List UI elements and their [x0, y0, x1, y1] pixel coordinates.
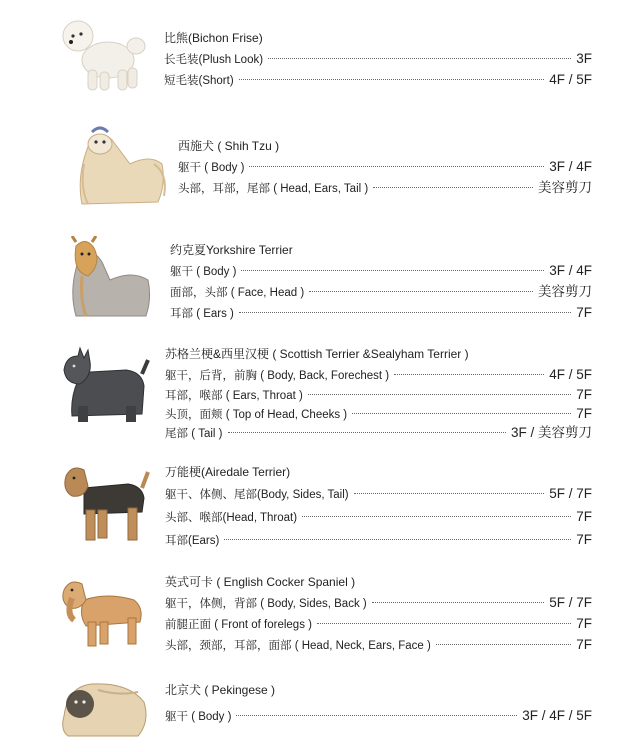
row-ears-throat: [165, 386, 592, 405]
row-label: 躯干 ( Body ): [165, 711, 232, 723]
row-label: 头部，耳部，尾部 ( Head, Ears, Tail ): [178, 183, 369, 195]
row-head-ears-tail: [178, 178, 592, 199]
row-label: 前腿正面 ( Front of forelegs ): [165, 619, 312, 631]
row-head-neck-ears-face: [165, 635, 592, 656]
dotted-leader: [308, 394, 571, 395]
airedale-terrier-dog-illustration: [58, 462, 154, 544]
row-value: 4F / 5F: [549, 367, 592, 382]
row-ears: [165, 529, 592, 552]
yorkshire-terrier-dog-illustration: [62, 236, 154, 320]
row-label: 面部，头部 ( Face, Head ): [170, 287, 305, 299]
dotted-leader: [317, 623, 571, 624]
breed-title: 北京犬 ( Pekingese ): [165, 683, 276, 697]
row-value: 7F: [576, 387, 592, 402]
breed-info: [165, 574, 592, 656]
row-label: 躯干，后背，前胸 ( Body, Back, Forechest ): [165, 370, 390, 382]
row-value: 7F: [576, 406, 592, 421]
dotted-leader: [224, 539, 571, 540]
row-top-head-cheeks: [165, 405, 592, 424]
english-cocker-spaniel-dog-illustration: [58, 574, 154, 650]
row-value: 7F: [576, 616, 592, 631]
row-plush: [164, 49, 592, 70]
row-label: 躯干、体侧、尾部(Body, Sides, Tail): [165, 489, 349, 501]
row-value: 3F / 美容剪刀: [510, 425, 592, 440]
breed-title: 西施犬 ( Shih Tzu ): [178, 139, 280, 153]
bichon-frise-dog-illustration: [60, 14, 150, 94]
dotted-leader: [249, 166, 544, 167]
breed-info: [165, 464, 592, 552]
breed-title: 约克夏Yorkshire Terrier: [170, 243, 293, 257]
row-label: 躯干 ( Body ): [178, 162, 245, 174]
row-value: 3F / 4F: [549, 159, 592, 174]
row-label: 长毛装(Plush Look): [164, 54, 264, 66]
breed-title: 万能梗(Airedale Terrier): [165, 465, 291, 479]
row-value: 7F: [576, 637, 592, 652]
row-value: 美容剪刀: [538, 284, 592, 299]
row-value: 3F / 4F / 5F: [522, 708, 592, 723]
row-body-sides-back: [165, 593, 592, 614]
row-label: 头顶，面颊 ( Top of Head, Cheeks ): [165, 409, 348, 421]
row-value: 美容剪刀: [538, 180, 592, 195]
row-value: 7F: [576, 532, 592, 547]
row-value: 7F: [576, 305, 592, 320]
row-value: 5F / 7F: [549, 595, 592, 610]
row-ears: [170, 303, 592, 324]
row-front-forelegs: [165, 614, 592, 635]
row-tail: [165, 424, 592, 443]
dotted-leader: [372, 602, 545, 603]
breed-info: [178, 138, 592, 199]
row-body: [178, 157, 592, 178]
row-face-head: [170, 282, 592, 303]
dotted-leader: [309, 291, 533, 292]
breed-title: 苏格兰梗&西里汉梗 ( Scottish Terrier &Sealyham Terrier ): [165, 347, 469, 361]
breed-title: 比熊(Bichon Frise): [164, 31, 263, 45]
dotted-leader: [373, 187, 533, 188]
row-value: 3F: [576, 51, 592, 66]
dotted-leader: [268, 58, 571, 59]
dotted-leader: [352, 413, 571, 414]
breed-title: 英式可卡 ( English Cocker Spaniel ): [165, 575, 356, 589]
row-body: [170, 261, 592, 282]
breed-info: [165, 346, 592, 443]
row-label: 耳部 ( Ears ): [170, 308, 234, 320]
dotted-leader: [236, 715, 517, 716]
row-label: 躯干，体侧，背部 ( Body, Sides, Back ): [165, 598, 367, 610]
breed-info: [170, 242, 592, 324]
shih-tzu-dog-illustration: [70, 124, 170, 208]
row-label: 头部，颈部，耳部，面部 ( Head, Neck, Ears, Face ): [165, 640, 431, 652]
dotted-leader: [241, 270, 544, 271]
scottish-terrier-dog-illustration: [56, 346, 152, 426]
row-value: 4F / 5F: [549, 72, 592, 87]
dotted-leader: [394, 374, 544, 375]
dotted-leader: [436, 644, 571, 645]
row-label: 尾部 ( Tail ): [165, 428, 223, 440]
breed-info: [165, 682, 592, 727]
dotted-leader: [354, 493, 545, 494]
row-body: [165, 706, 592, 727]
row-value: 7F: [576, 509, 592, 524]
dotted-leader: [239, 312, 571, 313]
dotted-leader: [302, 516, 571, 517]
breed-info: [164, 30, 592, 91]
row-label: 耳部(Ears): [165, 535, 220, 547]
row-body-back-forechest: [165, 365, 592, 386]
pekingese-dog-illustration: [58, 676, 150, 740]
row-head-throat: [165, 506, 592, 529]
row-label: 耳部，喉部 ( Ears, Throat ): [165, 390, 303, 402]
row-value: 5F / 7F: [549, 486, 592, 501]
row-body-sides-tail: [165, 483, 592, 506]
row-label: 躯干 ( Body ): [170, 266, 237, 278]
dotted-leader: [239, 79, 545, 80]
dotted-leader: [228, 432, 506, 433]
row-value: 3F / 4F: [549, 263, 592, 278]
row-label: 头部、喉部(Head, Throat): [165, 512, 298, 524]
row-label: 短毛装(Short): [164, 75, 234, 87]
row-short: [164, 70, 592, 91]
